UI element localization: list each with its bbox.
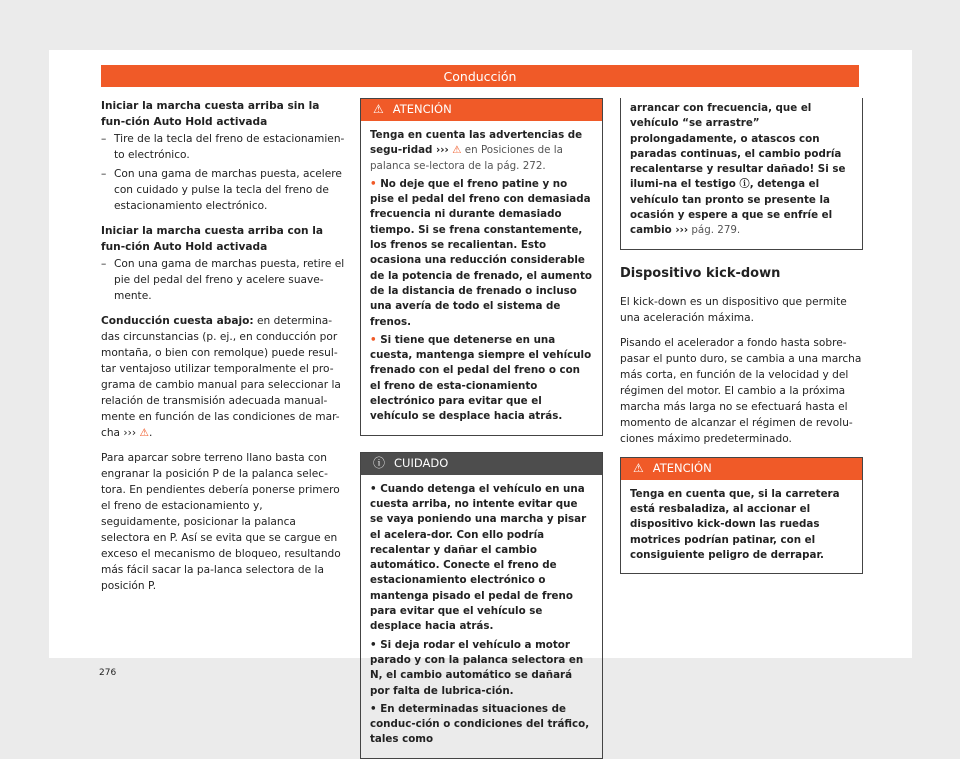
bullet-icon: • [370,333,377,346]
warning-triangle-icon: ⚠ [452,144,462,157]
warning-triangle-icon: ⚠ [139,427,149,439]
page-number: 276 [99,668,117,678]
chapter-header [101,65,859,87]
steps-list-2 [101,256,345,304]
manual-page [49,50,912,746]
warning-intro: Tenga en cuenta las advertencias de segu-ridad ››› ⚠ en Posiciones de la palanca se-lectora de la pág. 272. [370,129,583,172]
warning-box-header [621,458,862,480]
step-item: – Con una gama de marchas puesta, retire el pie del pedal del freno y acelere suave-mente. [101,256,345,304]
section-title-kickdown: Dispositivo kick-down [620,265,781,281]
warning-box-body [361,121,602,435]
heading-hill-start-no-autohold: Iniciar la marcha cuesta arriba sin la fun-ción Auto Hold activada [101,100,320,128]
warning-text: Tenga en cuenta que, si la carretera está resbaladiza, al accionar el dispositivo kick-down las ruedas motrices podrían patinar, con el consiguiente peligro de derrapar. [630,487,840,561]
warning-box-header [361,99,602,121]
caution-bullet: • Si deja rodar el vehículo a motor parado y con la palanca selectora en N, el cambio automático se dañará por falta de lubrica-ción. [370,638,584,697]
warning-label: ATENCIÓN [652,461,712,476]
paragraph-downhill: Conducción cuesta abajo: en determina-das circunstancias (p. ej., en conducción por montaña, o bien con remolque) puede resul-tar ventajoso utilizar temporalmente el pro-grama de cambio manual para seleccionar la relación de transmisión adecuada manual-mente en función de las condiciones de mar-cha ››› ⚠. [101,315,341,439]
bullet-icon: • [370,702,377,715]
caution-box-continued [620,98,863,250]
caution-box-body [361,475,602,758]
heading-hill-start-autohold: Iniciar la marcha cuesta arriba con la fun-ción Auto Hold activada [101,225,324,253]
cross-reference-link[interactable]: pág. 279. [688,224,741,237]
paragraph-downhill-text: en determina-das circunstancias (p. ej., en conducción por montaña, o bien con remolque) puede resul-tar ventajoso utilizar temporalmente el pro-grama de cambio manual para seleccionar la relación de transmisión adecuada manual-mente en función de las condiciones de mar-cha ››› [101,315,341,439]
warning-box-atencion-kickdown [620,457,863,574]
term-downhill: Conducción cuesta abajo: [101,315,254,327]
caution-bullet: • Cuando detenga el vehículo en una cuesta arriba, no intente evitar que se vaya poniendo una marcha y pisar el acelera-dor. Con ello podría recalentar y dañar el cambio automático. Conecte el freno de estacionamiento electrónico o mantenga pisado el pedal de freno para evitar que el vehículo se desplace hacia atrás. [370,482,587,633]
warning-triangle-icon: ⚠ [373,102,384,117]
caution-continued-text: arrancar con frecuencia, que el vehículo “se arrastre” prolongadamente, o atascos con paradas continuas, el cambio podría recalentarse y resultar dañado! Si se ilumi-na el testigo ⓘ, detenga el vehículo tan pronto se presente la ocasión y espere a que se enfríe el cambio ››› [630,102,846,237]
caution-box-cuidado [360,452,603,759]
warning-box-body [621,480,862,573]
cross-reference-link[interactable]: en Posiciones de la palanca se-lectora de la pág. 272. [370,144,563,172]
column-middle [360,98,603,759]
bullet-icon: • [370,638,377,651]
steps-list-1 [101,131,345,214]
bullet-icon: • [370,482,377,495]
caution-bullet: • En determinadas situaciones de conduc-ción o condiciones del tráfico, tales como [370,702,590,746]
warning-triangle-icon: ⚠ [633,461,644,476]
paragraph-parking: Para aparcar sobre terreno llano basta con engranar la posición P de la palanca selec-tora. En pendientes debería ponerse primero el freno de estacionamiento y, seguidamente, posicionar la palanca selectora en P. Así se evita que se cargue en exceso el mecanismo de bloqueo, resultando más fácil sacar la pa-lanca selectora de la posición P. [101,452,341,592]
paragraph-kickdown-1: El kick-down es un dispositivo que permite una aceleración máxima. [620,295,847,324]
info-circle-icon: ⓘ [373,455,386,470]
column-left [101,98,345,603]
warning-bullet: • No deje que el freno patine y no pise el pedal del freno con demasiada frecuencia ni durante demasiado tiempo. Si se frena constantemente, los frenos se recalientan. Esto ocasiona una reducción considerable de la potencia de frenado, el aumento de la distancia de frenado o incluso una avería de todo el sistema de frenos. [370,177,592,328]
step-item: – Con una gama de marchas puesta, acelere con cuidado y pulse la tecla del freno de estacionamiento electrónico. [101,166,345,214]
bullet-icon: • [370,177,377,190]
warning-label: ATENCIÓN [392,102,452,117]
column-right [620,98,863,574]
warning-bullet: • Si tiene que detenerse en una cuesta, mantenga siempre el vehículo frenado con el pedal del freno o con el freno de esta-cionamiento electrónico para evitar que el vehículo se desplace hacia atrás. [370,333,592,423]
caution-box-header [361,453,602,475]
chapter-title: Conducción [443,68,517,84]
step-item: – Tire de la tecla del freno de estacionamien-to electrónico. [101,131,345,163]
caution-label: CUIDADO [394,455,449,470]
caution-box-continued-body [621,98,862,249]
warning-box-atencion [360,98,603,436]
paragraph-kickdown-2: Pisando el acelerador a fondo hasta sobre-pasar el punto duro, se cambia a una marcha más corta, en función de la velocidad y del régimen del motor. El cambio a la próxima marcha más larga no se efectuará hasta el momento de alcanzar el régimen de revolu-ciones máximo predeterminado. [620,336,862,445]
